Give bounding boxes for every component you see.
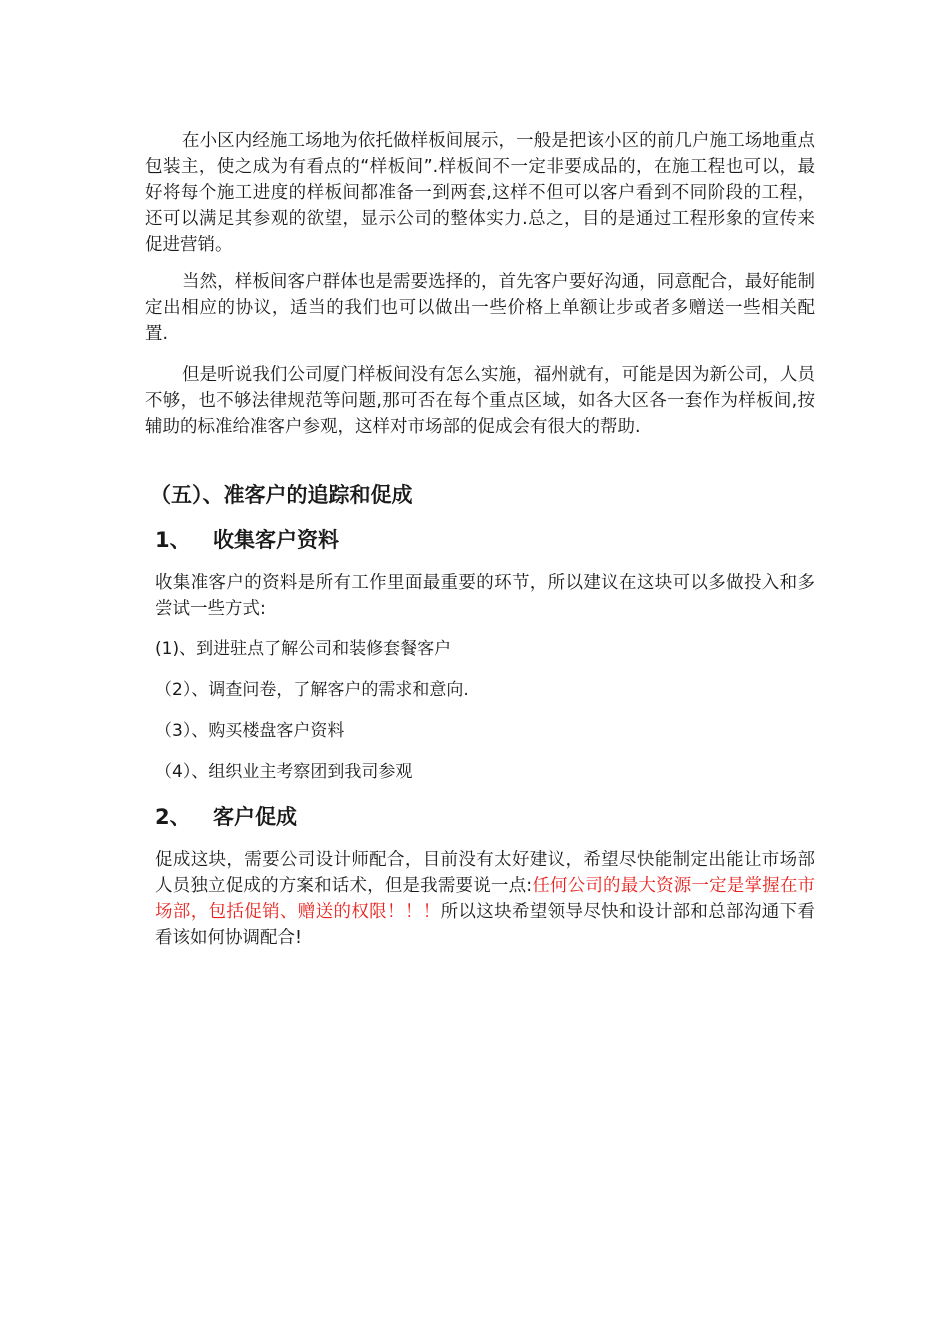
closing-text-highlight: 任何公司的最大资源一定是掌握在市场部，包括促销、赠送的权限！！！ [155,876,815,922]
subheading-title: 收集客户资料 [213,528,339,552]
subheading-collect-info [155,526,339,554]
list-item: （3）、购买楼盘客户资料 [155,721,345,741]
paragraph-showroom-display: 在小区内经施工场地为依托做样板间展示，一般是把该小区的前几户施工场地重点包装主，使之成为有看点的“样板间”.样板间不一定非要成品的，在施工程也可以，最好将每个施工进度的样板间都准备一到两套,这样不但可以客户看到不同阶段的工程，还可以满足其参观的欲望，显示公司的整体实力.总之，目的是通过工程形象的宣传来促进营销。 [145,131,815,255]
closing-text-after: 所以这块希望领导尽快和设计部和总部沟通下看看该如何协调配合! [155,902,816,948]
subheading-closing [155,803,297,831]
list-item: （2）、调查问卷，了解客户的需求和意向. [155,680,469,700]
list-item: (1)、到进驻点了解公司和装修套餐客户 [155,639,452,659]
paragraph-xiamen-fuzhou: 但是听说我们公司厦门样板间没有怎么实施，福州就有，可能是因为新公司，人员不够，也不够法律规范等问题,那可否在每个重点区域，如各大区各一套作为样板间,按辅助的标准给准客户参观，这样对市场部的促成会有很大的帮助. [145,365,815,437]
closing-text-before: 促成这块，需要公司设计师配合，目前没有太好建议，希望尽快能制定出能让市场部人员独立促成的方案和话术，但是我需要说一点: [155,850,815,896]
list-item: （4）、组织业主考察团到我司参观 [155,762,413,782]
paragraph-collect-intro: 收集准客户的资料是所有工作里面最重要的环节，所以建议在这块可以多做投入和多尝试一些方式: [155,573,815,619]
subheading-number: 2、 [155,805,191,829]
paragraph-showroom-clients: 当然，样板间客户群体也是需要选择的，首先客户要好沟通，同意配合，最好能制定出相应的协议，适当的我们也可以做出一些价格上单额让步或者多赠送一些相关配置. [145,272,815,344]
section-heading-5: （五）、准客户的追踪和促成 [150,483,413,507]
subheading-title: 客户促成 [213,805,297,829]
paragraph-closing [155,847,815,951]
subheading-number: 1、 [155,528,191,552]
